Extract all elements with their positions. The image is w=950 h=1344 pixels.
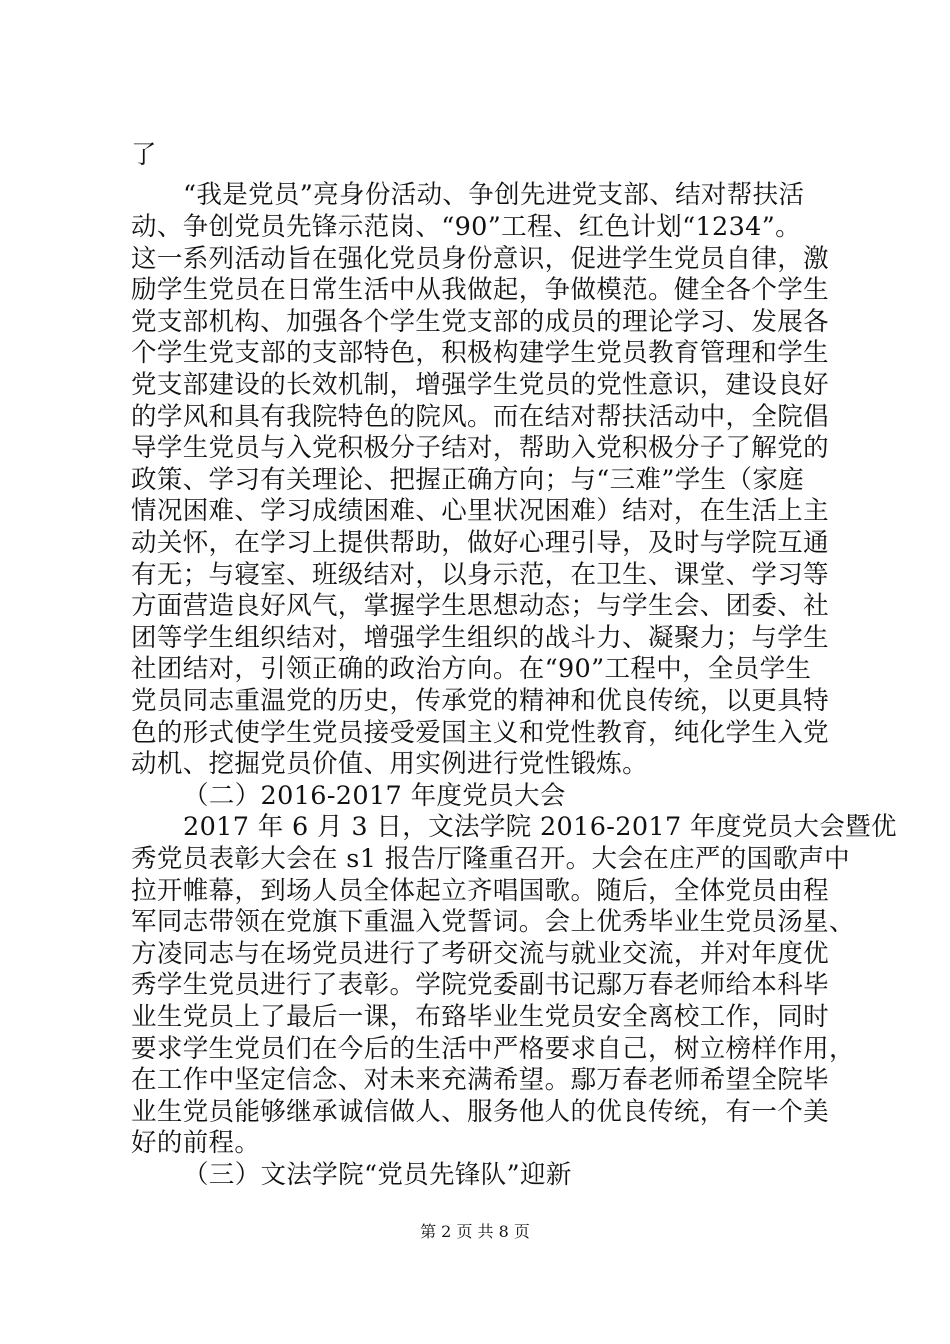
body-text-line: 秀党员表彰大会在 s1 报告厅隆重召开。大会在庄严的国歌声中 <box>131 844 851 874</box>
paragraph-first-line: “我是党员”亮身份活动、争创先进党支部、结对帮扶活 <box>183 180 805 210</box>
body-text-line: 好的前程。 <box>131 1128 261 1158</box>
page-footer: 第 2 页 共 8 页 <box>420 1222 530 1241</box>
section-heading: （二）2016-2017 年度党员大会 <box>183 781 566 811</box>
body-text-line: 要求学生党员们在今后的生活中严格要求自己，树立榜样作用， <box>131 1034 855 1064</box>
body-text-line: 色的形式使学生党员接受爱国主义和党性教育，纯化学生入党 <box>131 718 829 748</box>
body-text-line: 方凌同志与在场党员进行了考研交流与就业交流，并对年度优 <box>131 939 829 969</box>
body-text-line: 励学生党员在日常生活中从我做起，争做模范。健全各个学生 <box>131 275 829 305</box>
body-text-line: 政策、学习有关理论、把握正确方向；与“三难”学生（家庭 <box>131 465 805 495</box>
body-text-line: 的学风和具有我院特色的院风。而在结对帮扶活动中，全院倡 <box>131 402 829 432</box>
body-text-line: 业生党员上了最后一课，布臵毕业生党员安全离校工作，同时 <box>131 1002 829 1032</box>
body-text-line: 团等学生组织结对，增强学生组织的战斗力、凝聚力；与学生 <box>131 623 829 653</box>
body-text-line: 导学生党员与入党积极分子结对，帮助入党积极分子了解党的 <box>131 433 829 463</box>
body-text-line: 党支部建设的长效机制，增强学生党员的党性意识，建设良好 <box>131 370 829 400</box>
body-text-line: 动、争创党员先锋示范岗、“90”工程、红色计划“1234”。 <box>131 212 801 242</box>
body-text-line: 业生党员能够继承诚信做人、服务他人的优良传统，有一个美 <box>131 1097 829 1127</box>
body-text-line: 动机、挖掘党员价值、用实例进行党性锻炼。 <box>131 749 649 779</box>
body-text-line: 党支部机构、加强各个学生党支部的成员的理论学习、发展各 <box>131 307 829 337</box>
body-text-line: 方面营造良好风气，掌握学生思想动态；与学生会、团委、社 <box>131 591 829 621</box>
body-text-line: 个学生党支部的支部特色，积极构建学生党员教育管理和学生 <box>131 338 829 368</box>
body-text-line: 这一系列活动旨在强化党员身份意识，促进学生党员自律，激 <box>131 244 829 274</box>
body-text-line: 社团结对，引领正确的政治方向。在“90”工程中，全员学生 <box>131 654 812 684</box>
body-text-line: 秀学生党员进行了表彰。学院党委副书记鄢万春老师给本科毕 <box>131 970 829 1000</box>
body-text-line: 在工作中坚定信念、对未来充满希望。鄢万春老师希望全院毕 <box>131 1065 829 1095</box>
body-text-line: 有无；与寝室、班级结对，以身示范，在卫生、课堂、学习等 <box>131 560 829 590</box>
body-text-line: 了 <box>131 140 157 170</box>
section-heading: （三）文法学院“党员先锋队”迎新 <box>183 1160 572 1190</box>
body-text-line: 党员同志重温党的历史，传承党的精神和优良传统，以更具特 <box>131 686 829 716</box>
body-text-line: 情况困难、学习成绩困难、心里状况困难）结对，在生活上主 <box>131 496 829 526</box>
body-text-line: 拉开帷幕，到场人员全体起立齐唱国歌。随后，全体党员由程 <box>131 876 829 906</box>
paragraph-first-line: 2017 年 6 月 3 日，文法学院 2016-2017 年度党员大会暨优 <box>183 812 897 842</box>
body-text-line: 动关怀，在学习上提供帮助，做好心理引导，及时与学院互通 <box>131 528 829 558</box>
body-text-line: 军同志带领在党旗下重温入党誓词。会上优秀毕业生党员汤星、 <box>131 907 855 937</box>
